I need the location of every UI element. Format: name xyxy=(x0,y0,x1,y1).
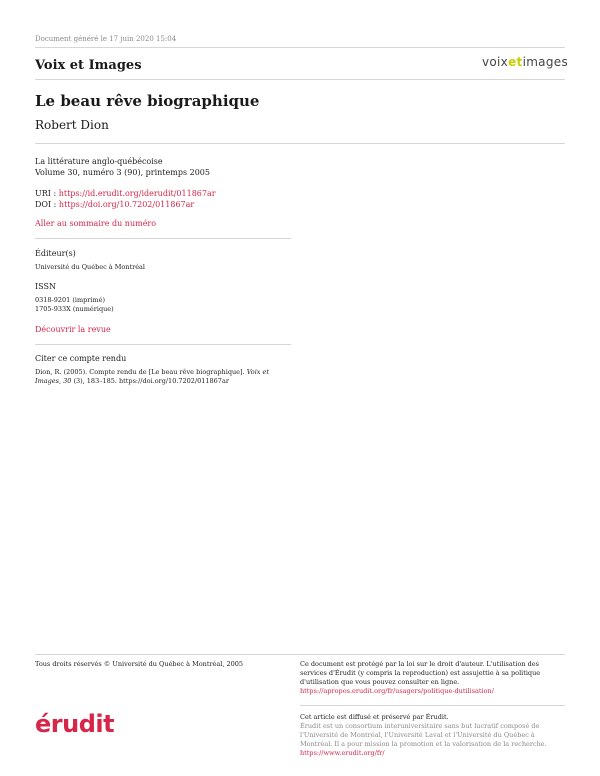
issue-theme: La littérature anglo-québécoise xyxy=(35,157,163,166)
discover-journal-link[interactable]: Découvrir la revue xyxy=(35,325,111,334)
journal-title: Voix et Images xyxy=(35,58,142,73)
publisher-name: Université du Québec à Montréal xyxy=(35,263,146,271)
copyright-text: Ce document est protégé par la loi sur le droit d'auteur. L'utilisation des services d'Érudit (y compris la reproduction) est assujettie à sa politique d'utilisation que vous pouvez consulter en ligne. xyxy=(300,660,541,686)
issn-heading: ISSN xyxy=(35,282,56,291)
uri-link[interactable]: https://id.erudit.org/iderudit/011867ar xyxy=(58,189,216,198)
cite-heading: Citer ce compte rendu xyxy=(35,354,127,363)
diffusion-divider xyxy=(300,705,565,706)
summary-divider xyxy=(35,238,291,239)
footer-divider xyxy=(35,654,565,655)
diffusion-notice xyxy=(300,713,565,758)
doi-row xyxy=(35,199,216,210)
rights-notice: Tous droits réservés © Université du Québec à Montréal, 2005 xyxy=(35,660,244,668)
doi-link[interactable]: https://doi.org/10.7202/011867ar xyxy=(58,200,195,209)
issue-volume: Volume 30, numéro 3 (90), printemps 2005 xyxy=(35,168,210,177)
journal-divider xyxy=(35,79,565,80)
article-title: Le beau rêve biographique xyxy=(35,92,260,110)
identifiers xyxy=(35,188,216,210)
generation-date: Document généré le 17 juin 2020 15:04 xyxy=(35,35,177,43)
voix-et-images-logo: voixetimages xyxy=(481,55,568,69)
issn-print: 0318-9201 (imprimé) xyxy=(35,296,106,304)
citation-text: Dion, R. (2005). Compte rendu de [Le beau rêve biographique]. Voix et Images, 30 (3), 183–185. https://doi.org/10.7202/011867ar xyxy=(35,368,269,385)
uri-label: URI : xyxy=(35,189,59,198)
doi-label: DOI : xyxy=(35,200,59,209)
publisher-heading: Éditeur(s) xyxy=(35,249,76,258)
issn-digital: 1705-933X (numérique) xyxy=(35,305,114,313)
diffusion-heading: Cet article est diffusé et préservé par Érudit. xyxy=(300,713,449,721)
author-divider xyxy=(35,143,565,144)
erudit-link[interactable]: https://www.erudit.org/fr/ xyxy=(300,749,385,757)
issue-summary-link[interactable]: Aller au sommaire du numéro xyxy=(35,219,157,228)
article-author: Robert Dion xyxy=(35,118,109,132)
top-divider xyxy=(35,47,565,48)
issue-info xyxy=(35,156,210,178)
diffusion-text: Érudit est un consortium interuniversitaire sans but lucratif composé de l'Université de Montréal, l'Université Laval et l'Université du Québec à Montréal. Il a pour mission la promotion et la valorisation de la recherche. xyxy=(300,722,547,748)
erudit-logo: érudit xyxy=(35,710,115,738)
issn-values xyxy=(35,296,114,314)
copyright-notice xyxy=(300,660,565,696)
discover-divider xyxy=(35,344,291,345)
usage-policy-link[interactable]: https://apropos.erudit.org/fr/usagers/politique-dutilisation/ xyxy=(300,687,494,695)
uri-row xyxy=(35,188,216,199)
